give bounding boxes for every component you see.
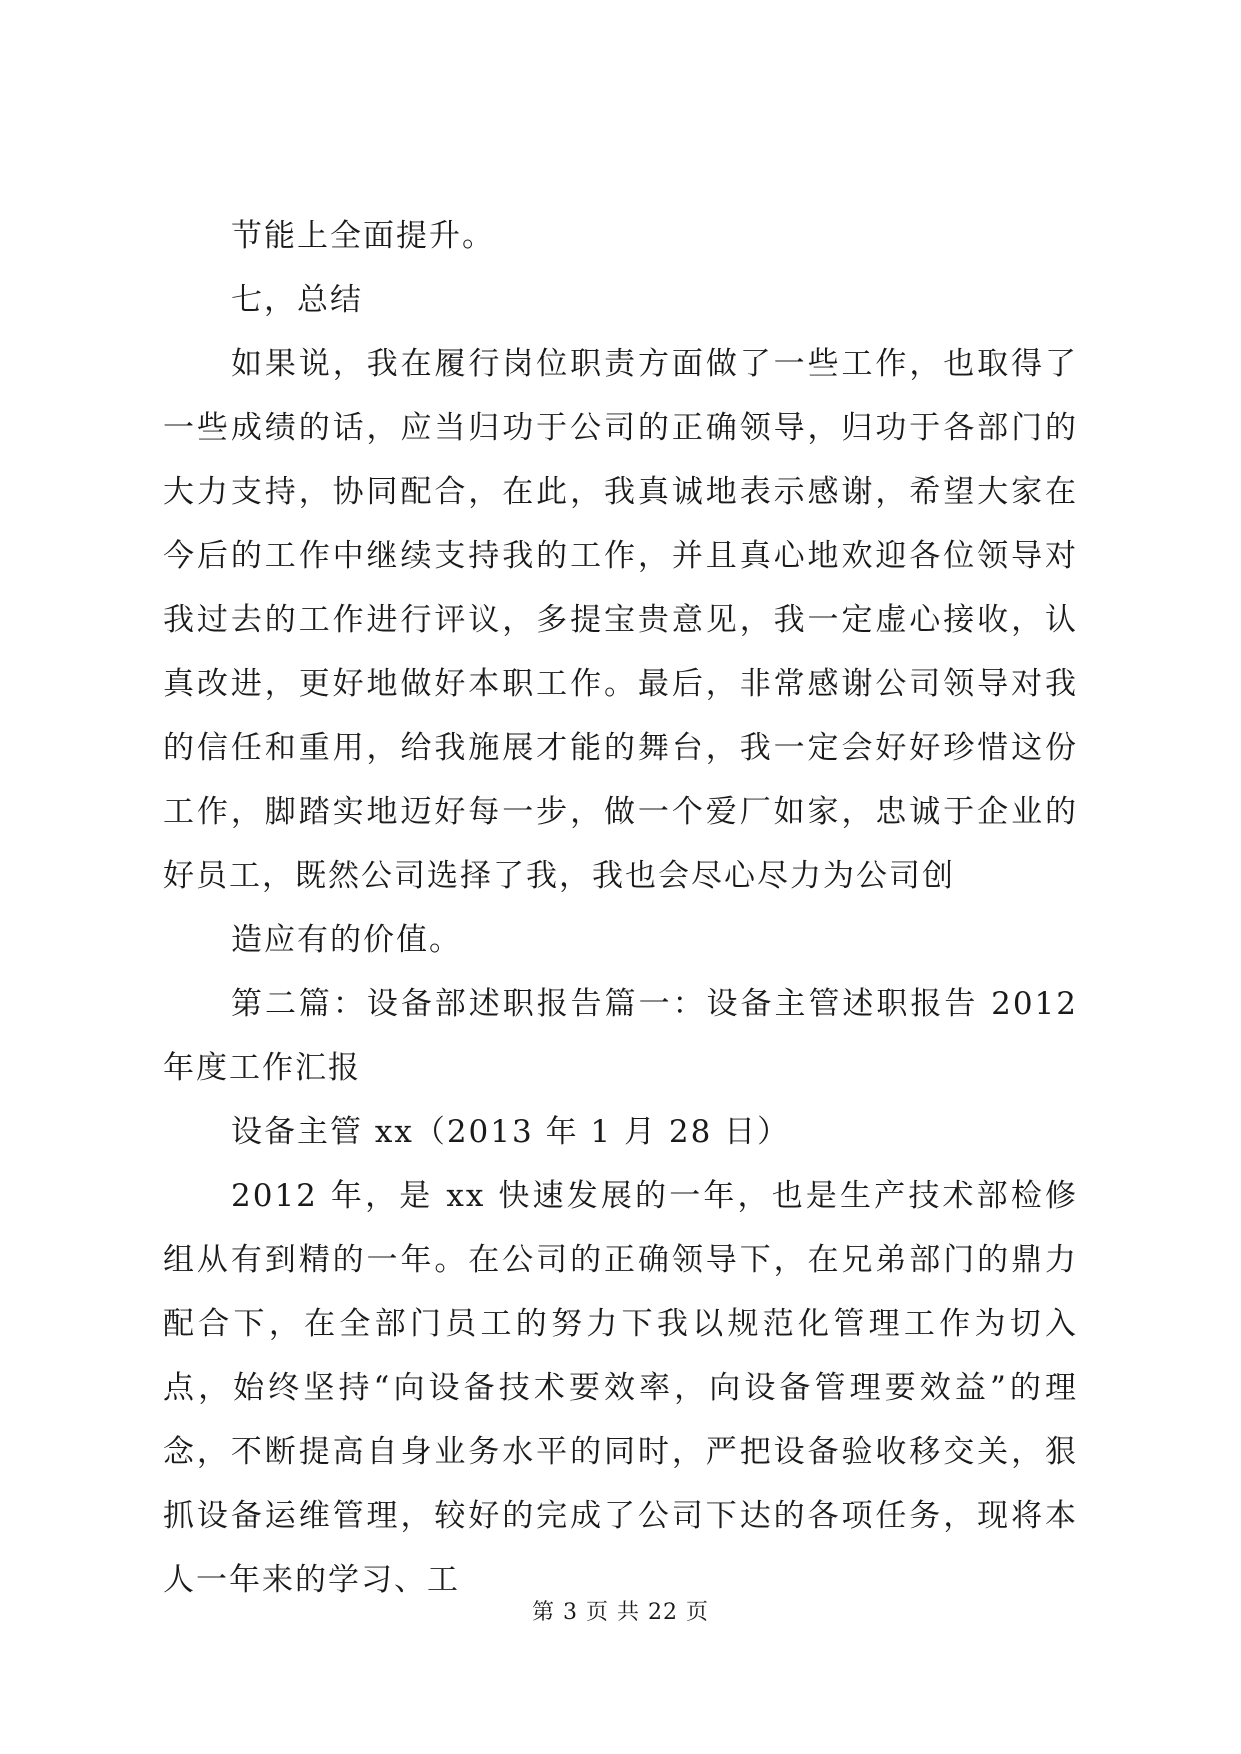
chapter-title: 第二篇：设备部述职报告篇一：设备主管述职报告 2012 年度工作汇报: [163, 986, 1078, 1086]
section-heading-summary: 七，总结: [231, 282, 363, 318]
page-number-footer: 第 3 页 共 22 页: [532, 1600, 709, 1625]
document-body: [163, 204, 1078, 1612]
paragraph-summary-end: 造应有的价值。: [231, 922, 462, 958]
author-date-line: 设备主管 xx（2013 年 1 月 28 日）: [231, 1114, 791, 1150]
paragraph-continuation: 节能上全面提升。: [231, 218, 495, 254]
paragraph-intro: 2012 年，是 xx 快速发展的一年，也是生产技术部检修组从有到精的一年。在公司的正确领导下，在兄弟部门的鼎力配合下，在全部门员工的努力下我以规范化管理工作为切入点，始终坚持“向设备技术要效率，向设备管理要效益”的理念，不断提高自身业务水平的同时，严把设备验收移交关，狠抓设备运维管理，较好的完成了公司下达的各项任务，现将本人一年来的学习、工: [163, 1178, 1078, 1598]
paragraph-summary: 如果说，我在履行岗位职责方面做了一些工作，也取得了一些成绩的话，应当归功于公司的正确领导，归功于各部门的大力支持，协同配合，在此，我真诚地表示感谢，希望大家在今后的工作中继续支持我的工作，并且真心地欢迎各位领导对我过去的工作进行评议，多提宝贵意见，我一定虚心接收，认真改进，更好地做好本职工作。最后，非常感谢公司领导对我的信任和重用，给我施展才能的舞台，我一定会好好珍惜这份工作，脚踏实地迈好每一步，做一个爱厂如家，忠诚于企业的好员工，既然公司选择了我，我也会尽心尽力为公司创: [163, 346, 1078, 894]
